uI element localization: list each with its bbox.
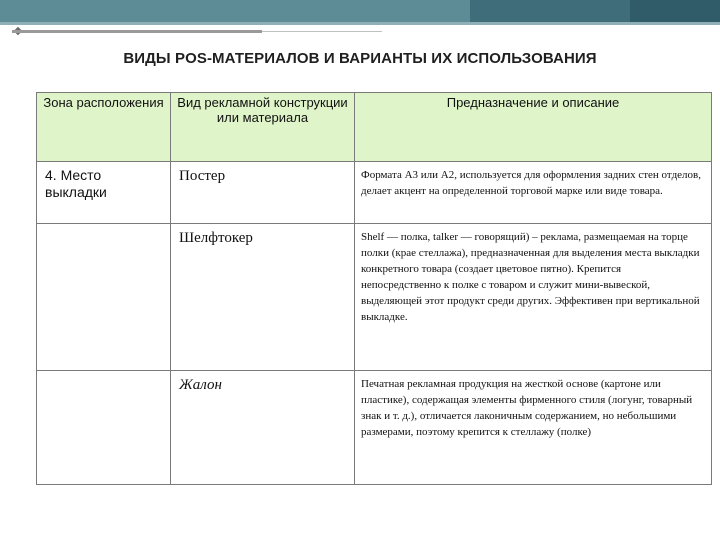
banner-strip [630,0,720,22]
banner-line [0,22,720,25]
zone-cell-empty [37,224,171,371]
zone-cell: 4. Место выкладки [37,162,171,224]
divider-line [262,31,382,32]
description-cell: Формата А3 или А2, используется для оформления задних стен отделов, делает акцент на определенной торговой марке или виде товара. [355,162,712,224]
description-cell: Shelf — полка, talker — говорящий) – реклама, размещаемая на торце полки (крае стеллажа), предназначенная для выделения места выкладки конкретного товара (создает цветовое пятно). Крепится непосредственно к полке с товаром и служит мини-вывеской, выделяющей этот продукт среди других. Эффективен при вертикальной выкладке. [355,224,712,371]
description-cell: Печатная рекламная продукция на жесткой основе (картоне или пластике), содержащая элементы фирменного стиля (логунг, товарный знак и т. д.), отличается лаконичным содержанием, но небольшими размерами, поэтому крепится к стеллажу (полке) [355,371,712,485]
top-banner [0,0,720,22]
table-row [37,162,712,224]
zone-cell-empty [37,371,171,485]
divider-line [12,30,262,33]
table-row [37,371,712,485]
table-row [37,224,712,371]
kind-cell: Постер [171,162,355,224]
kind-cell: Жалон [171,371,355,485]
header-zone: Зона расположения [37,93,171,162]
header-kind: Вид рекламной конструкции или материала [171,93,355,162]
banner-strip [470,0,630,22]
page-title: ВИДЫ POS-МАТЕРИАЛОВ И ВАРИАНТЫ ИХ ИСПОЛЬЗОВАНИЯ [123,50,597,67]
table-header-row [37,93,712,162]
pos-materials-table [36,92,712,485]
kind-cell: Шелфтокер [171,224,355,371]
header-purpose: Предназначение и описание [355,93,712,162]
